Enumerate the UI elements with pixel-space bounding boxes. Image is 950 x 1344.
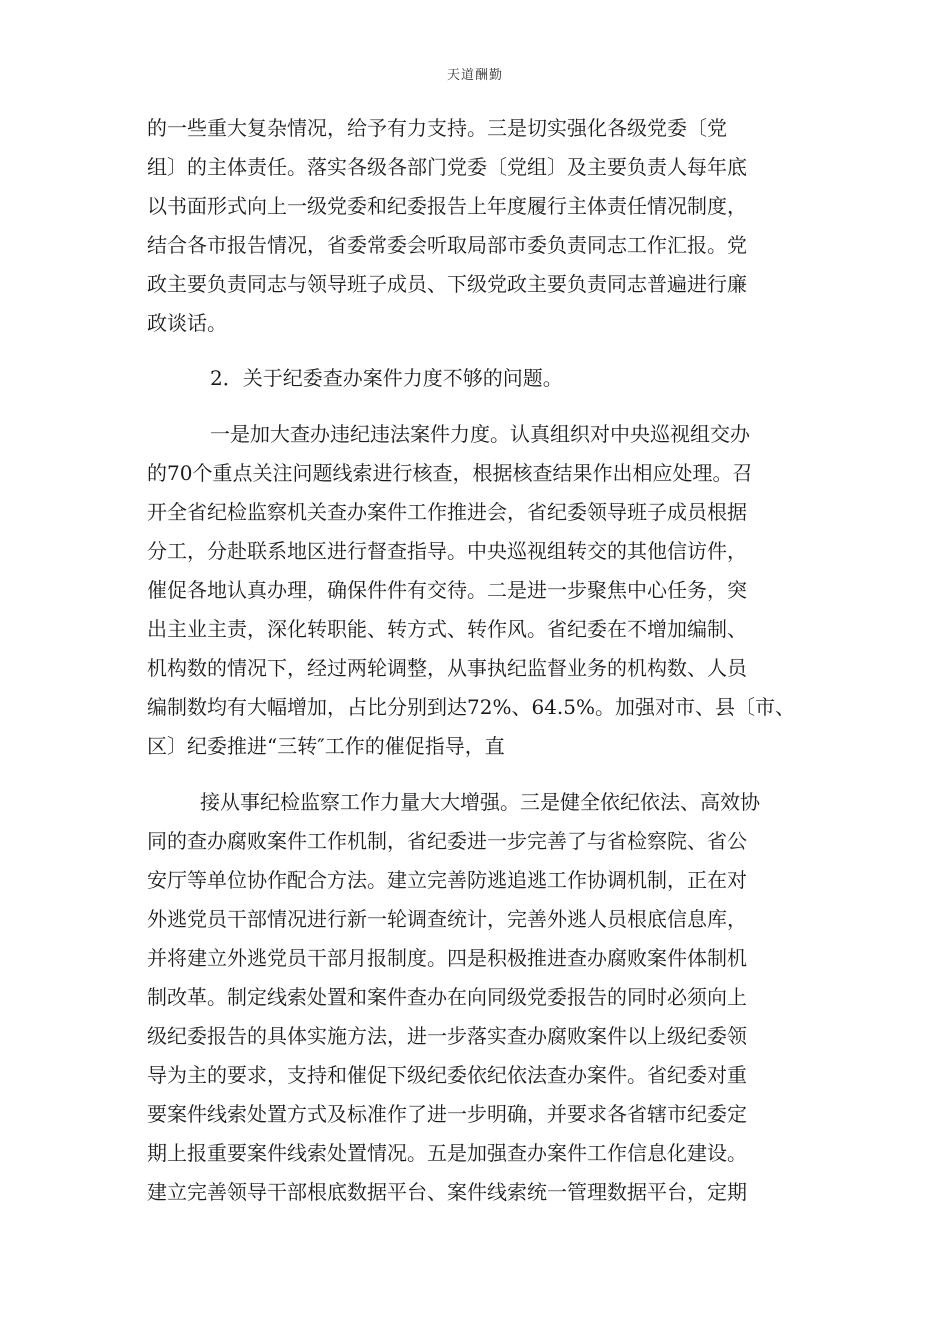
text-line: 安厅等单位协作配合方法。建立完善防逃追逃工作协调机制，正在对 <box>147 868 747 892</box>
text-line: 外逃党员干部情况进行新一轮调查统计，完善外逃人员根底信息库， <box>147 907 747 931</box>
text-line: 一是加大查办违纪违法案件力度。认真组织对中央巡视组交办 <box>210 422 750 446</box>
text-line: 政谈话。 <box>147 311 227 335</box>
text-line: 的一些重大复杂情况，给予有力支持。三是切实强化各级党委〔党 <box>147 116 727 140</box>
page-header: 天道酬勤 <box>446 68 503 83</box>
text-line: 政主要负责同志与领导班子成员、下级党政主要负责同志普遍进行廉 <box>147 272 747 296</box>
text-line: 导为主的要求，支持和催促下级纪委依纪依法查办案件。省纪委对重 <box>147 1063 747 1087</box>
text-line: 分工，分赴联系地区进行督查指导。中央巡视组转交的其他信访件， <box>147 539 747 563</box>
text-line: 的70个重点关注问题线索进行核查，根据核查结果作出相应处理。召 <box>147 461 753 485</box>
text-line: 期上报重要案件线索处置情况。五是加强查办案件工作信息化建设。 <box>147 1141 747 1165</box>
text-line: 开全省纪检监察机关查办案件工作推进会，省纪委领导班子成员根据 <box>147 500 747 524</box>
text-line: 同的查办腐败案件工作机制，省纪委进一步完善了与省检察院、省公 <box>147 829 747 853</box>
text-line: 以书面形式向上一级党委和纪委报告上年度履行主体责任情况制度， <box>147 194 747 218</box>
text-line: 制改革。制定线索处置和案件查办在向同级党委报告的同时必须向上 <box>147 985 747 1009</box>
text-line: 机构数的情况下，经过两轮调整，从事执纪监督业务的机构数、人员 <box>147 656 747 680</box>
text-line: 要案件线索处置方式及标准作了进一步明确，并要求各省辖市纪委定 <box>147 1102 747 1126</box>
text-line: 出主业主责，深化转职能、转方式、转作风。省纪委在不增加编制、 <box>147 617 747 641</box>
text-line: 建立完善领导干部根底数据平台、案件线索统一管理数据平台，定期 <box>147 1180 747 1204</box>
text-line: 接从事纪检监察工作力量大大增强。三是健全依纪依法、高效协 <box>200 790 760 814</box>
text-line: 催促各地认真办理，确保件件有交待。二是进一步聚焦中心任务，突 <box>147 578 747 602</box>
text-line: 级纪委报告的具体实施方法，进一步落实查办腐败案件以上级纪委领 <box>147 1024 747 1048</box>
text-line: 并将建立外逃党员干部月报制度。四是积极推进查办腐败案件体制机 <box>147 946 747 970</box>
text-line: 组〕的主体责任。落实各级各部门党委〔党组〕及主要负责人每年底 <box>147 155 747 179</box>
section-heading: 2．关于纪委查办案件力度不够的问题。 <box>210 366 563 390</box>
text-line: 区〕纪委推进“三转″工作的催促指导，直 <box>147 734 505 758</box>
text-line: 编制数均有大幅增加，占比分别到达72%、64.5%。加强对市、县〔市、 <box>147 695 795 719</box>
text-line: 结合各市报告情况，省委常委会听取局部市委负责同志工作汇报。党 <box>147 233 747 257</box>
